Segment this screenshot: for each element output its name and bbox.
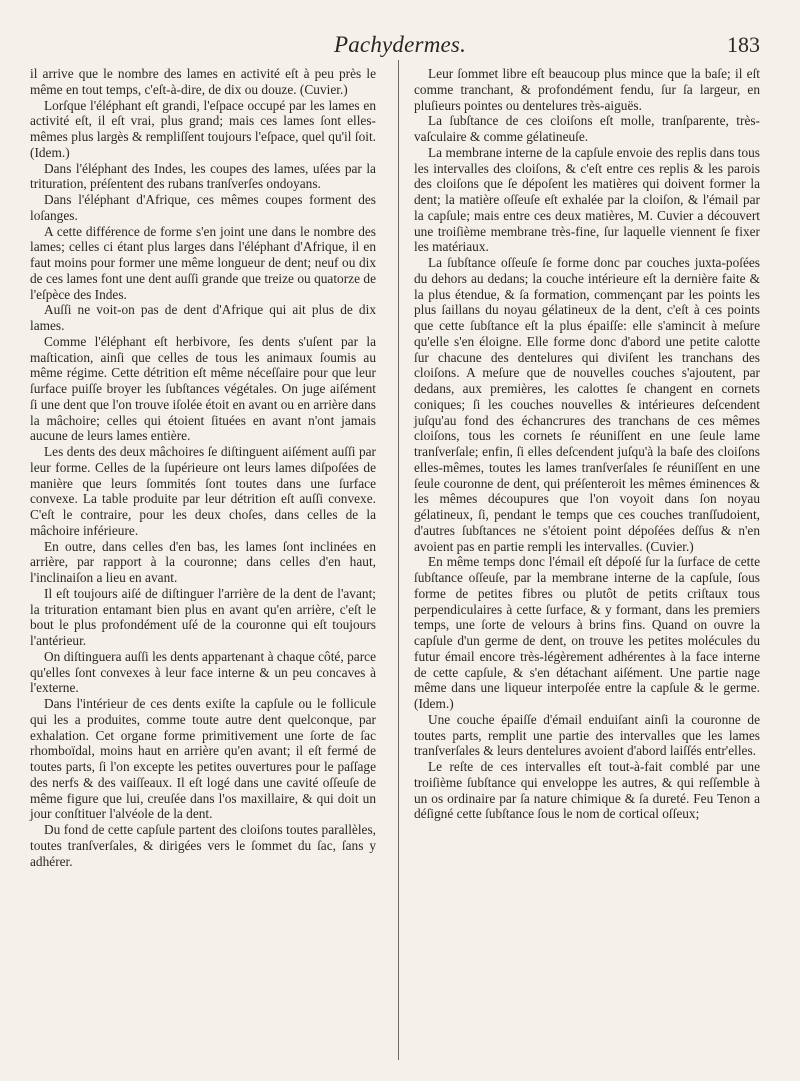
paragraph: En outre, dans celles d'en bas, les lames ſont inclinées en arrière, par rapport à la couronne; dans celles d'en haut, l'inclinaiſon a lieu en avant. [30,538,376,585]
paragraph: Dans l'éléphant d'Afrique, ces mêmes coupes forment des loſanges. [30,192,376,223]
column-divider [398,60,399,1060]
left-column [30,66,376,869]
paragraph: La membrane interne de la capſule envoie des replis dans tous les intervalles des cloiſons, & c'eſt entre ces replis & les parois des cloiſons que ſe dépoſent les matières qui doivent former la dent; la matière oſſeuſe eſt exhalée par la cloiſon, & l'émail par la capſule; mais entre ces deux matières, M. Cuvier a découvert une troiſième membrane très-fine, ſur laquelle viennent ſe fixer les matériaux. [414,144,760,255]
paragraph: Le reſte de ces intervalles eſt tout-à-fait comblé par une troiſième ſubſtance qui enveloppe les autres, & qui reſſemble à un os ordinaire par ſa nature chimique & ſa dureté. Feu Tenon a déſigné cette ſubſtance ſous le nom de cortical oſſeux; [414,759,760,822]
paragraph: Dans l'intérieur de ces dents exiſte la capſule ou le follicule qui les a produites, comme toute autre dent quelconque, par exhalation. Cet organe forme primitivement une ſorte de ſac rhomboïdal, moins haut en arrière qu'en avant; il eſt fermé de toutes parts, ſi l'on excepte les petites ouvertures pour le paſſage des nerfs & des vaiſſeaux. Il eſt logé dans une cavité oſſeuſe de même figure que lui, creuſée dans l'os maxillaire, & qui doit un jour conſtituer l'alvéole de la dent. [30,696,376,822]
paragraph: Une couche épaiſſe d'émail enduiſant ainſi la couronne de toutes parts, remplit une partie des intervalles que les lames tranſverſales & leurs dentelures avoient d'abord laiſſés entr'elles. [414,711,760,759]
paragraph: Les dents des deux mâchoires ſe diſtinguent aiſément auſſi par leur forme. Celles de la ſupérieure ont leurs lames diſpoſées de manière que leurs ſommités ſont toutes dans une ſurface convexe. La table produite par leur détrition eſt auſſi convexe. C'eſt le contraire, pour les deux choſes, dans celles de la mâchoire inférieure. [30,444,376,538]
running-title: Pachydermes. [333,32,467,57]
paragraph: Dans l'éléphant des Indes, les coupes des lames, uſées par la trituration, préſentent des rubans tranſverſes ondoyans. [30,160,376,192]
paragraph: La ſubſtance de ces cloiſons eſt molle, tranſparente, très-vaſculaire & comme gélatineuſe. [414,113,760,144]
paragraph: Leur ſommet libre eſt beaucoup plus mince que la baſe; il eſt comme tranchant, & profondément fendu, ſur ſa largeur, en pluſieurs pointes ou dentelures très-aiguës. [414,66,760,113]
paragraph: Du fond de cette capſule partent des cloiſons toutes parallèles, toutes tranſverſales, & dirigées vers le ſommet du ſac, ſans y adhérer. [30,822,376,869]
paragraph: il arrive que le nombre des lames en activité eſt à peu près le même en tout temps, c'eſt-à-dire, de dix ou douze. (Cuvier.) [30,66,376,97]
paragraph: La ſubſtance oſſeuſe ſe forme donc par couches juxta-poſées du dehors au dedans; la couche intérieure eſt la dernière faite & la plus étendue, & ſa formation, commençant par les points les plus ſaillans du noyau gélatineux de la dent, c'eſt à ces points que cette ſubſtance eſt la plus épaiſſe: elle s'amincit à meſure qu'elle s'en éloigne. Elle forme donc d'abord une petite calotte ſur chacune des dentelures qui diviſent les tranchans des cloiſons. A meſure que de nouvelles couches s'ajoutent, par dedans, aux premières, les calottes ſe changent en cornets coniques; ſi les couches nouvelles & intérieures deſcendent juſqu'au fond des échancrures des tranchans de ces mêmes cloiſons, tous les cornets ſe réuniſſent en une ſeule lame tranſverſale; enfin, ſi elles deſcendent juſqu'à la baſe des cloiſons elles-mêmes, toutes les lames tranſverſales ſe réuniſſent en une ſeule couronne de dent, qui préſenteroit les mêmes éminences & les mêmes découpures que l'on voyoit dans ſon noyau gélatineux, ſi, pendant le temps que ces couches tranſſudoient, d'autres ſubſtances ne s'étoient point dépoſées deſſus & n'en avoient pas en partie rempli les intervalles. (Cuvier.) [414,255,760,554]
paragraph: Comme l'éléphant eſt herbivore, ſes dents s'uſent par la maſtication, ainſi que celles de tous les animaux ſoumis au même régime. Cette détrition eſt même néceſſaire pour que leur ſurface puiſſe broyer les ſubſtances végétales. On juge aiſément ſi une dent que l'on trouve iſolée étoit en avant ou en arrière dans la mâchoire; celles qui étoient ſituées en avant n'ont jamais aucune de leurs lames entière. [30,333,376,444]
page-number: 183 [727,32,760,57]
paragraph: En même temps donc l'émail eſt dépoſé ſur la ſurface de cette ſubſtance oſſeuſe, par la membrane interne de la capſule, ſous forme de petites fibres ou plutôt de petits criſtaux tous perpendiculaires à cette ſurface, & y formant, dans les premiers temps, une ſorte de velours à brins fins. Quand on ouvre la capſule d'un germe de dent, on trouve les petites molécules du futur émail encore très-légèrement adhérentes à la face interne de cette capſule, & s'en détachant aiſément. Une partie nage même dans une liqueur interpoſée entre la capſule & le germe. (Idem.) [414,554,760,711]
paragraph: Auſſi ne voit-on pas de dent d'Afrique qui ait plus de dix lames. [30,302,376,333]
paragraph: Lorſque l'éléphant eſt grandi, l'eſpace occupé par les lames en activité eſt, il eſt vrai, plus grand; mais ces lames ſont elles-mêmes plus largès & rempliſſent toujours l'eſpace, quel qu'il ſoit. (Idem.) [30,97,376,160]
page-header [40,28,760,62]
paragraph: A cette différence de forme s'en joint une dans le nombre des lames; celles ci étant plus larges dans l'éléphant d'Afrique, il en faut moins pour former une même longueur de dent; neuf ou dix de ces lames font une dent auſſi grande que treize ou quatorze de l'eſpèce des Indes. [30,223,376,302]
paragraph: Il eſt toujours aiſé de diſtinguer l'arrière de la dent de l'avant; la trituration entamant bien plus en avant qu'en arrière, c'eſt le bout le plus profondément uſé de la couronne qui eſt toujours l'antérieur. [30,585,376,648]
paragraph: On diſtinguera auſſi les dents appartenant à chaque côté, parce qu'elles ſont convexes à leur face interne & un peu concaves à l'externe. [30,648,376,696]
right-column [414,66,760,822]
